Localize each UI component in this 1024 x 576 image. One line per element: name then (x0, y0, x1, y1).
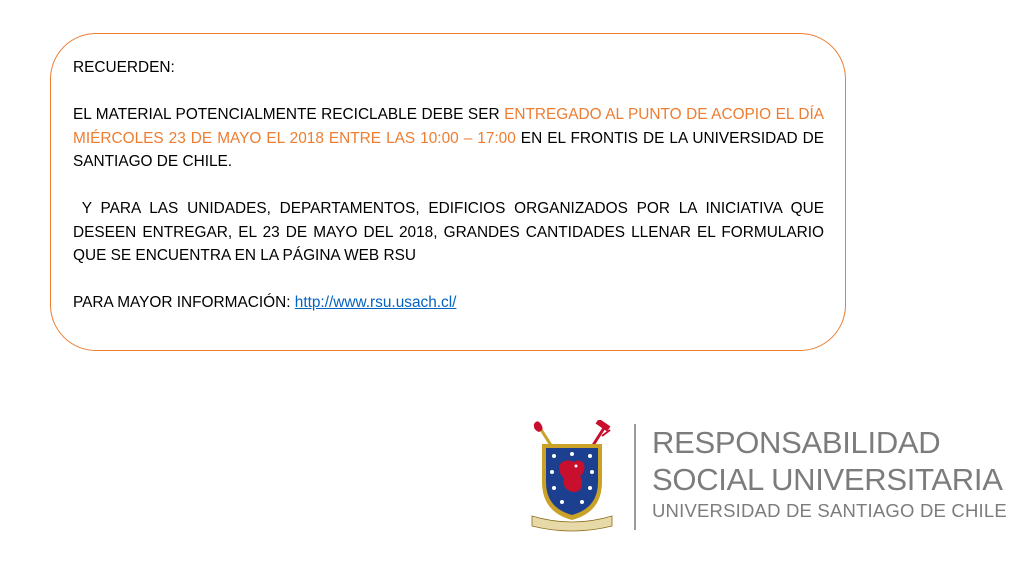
brand-university-name: UNIVERSIDAD DE SANTIAGO DE CHILE (652, 500, 1007, 521)
info-label: PARA MAYOR INFORMACIÓN: (73, 294, 295, 311)
rsu-website-link[interactable]: http://www.rsu.usach.cl/ (294, 294, 457, 311)
brand-title-line-2: SOCIAL UNIVERSITARIA (652, 462, 1003, 497)
notice-text (73, 56, 829, 315)
paragraph-1-text-start: EL MATERIAL POTENCIALMENTE RECICLABLE DEBE SER (73, 106, 505, 123)
branding-divider (634, 424, 636, 530)
paragraph-1-text-end: EN EL FRONTIS DE LA UNIVERSIDAD DE SANTIAGO DE CHILE. (73, 129, 824, 170)
highlighted-date-text: ENTREGADO AL PUNTO DE ACOPIO EL DÍA MIÉRCOLES 23 DE MAYO EL 2018 ENTRE LAS 10:00 – 17:00 (73, 106, 824, 147)
info-line (73, 291, 824, 315)
brand-title-line-1: RESPONSABILIDAD (652, 425, 941, 460)
university-crest-icon (530, 420, 614, 532)
notice-paragraph-1 (73, 103, 824, 174)
notice-paragraph-2: Y PARA LAS UNIDADES, DEPARTAMENTOS, EDIFICIOS ORGANIZADOS POR LA INICIATIVA QUE DESEEN ENTREGAR, EL 23 DE MAYO DEL 2018, GRANDES CANTIDADES LLENAR EL FORMULARIO QUE SE ENCUENTRA EN LA PÁGINA WEB RSU (73, 200, 829, 264)
notice-heading: RECUERDEN: (73, 59, 175, 76)
